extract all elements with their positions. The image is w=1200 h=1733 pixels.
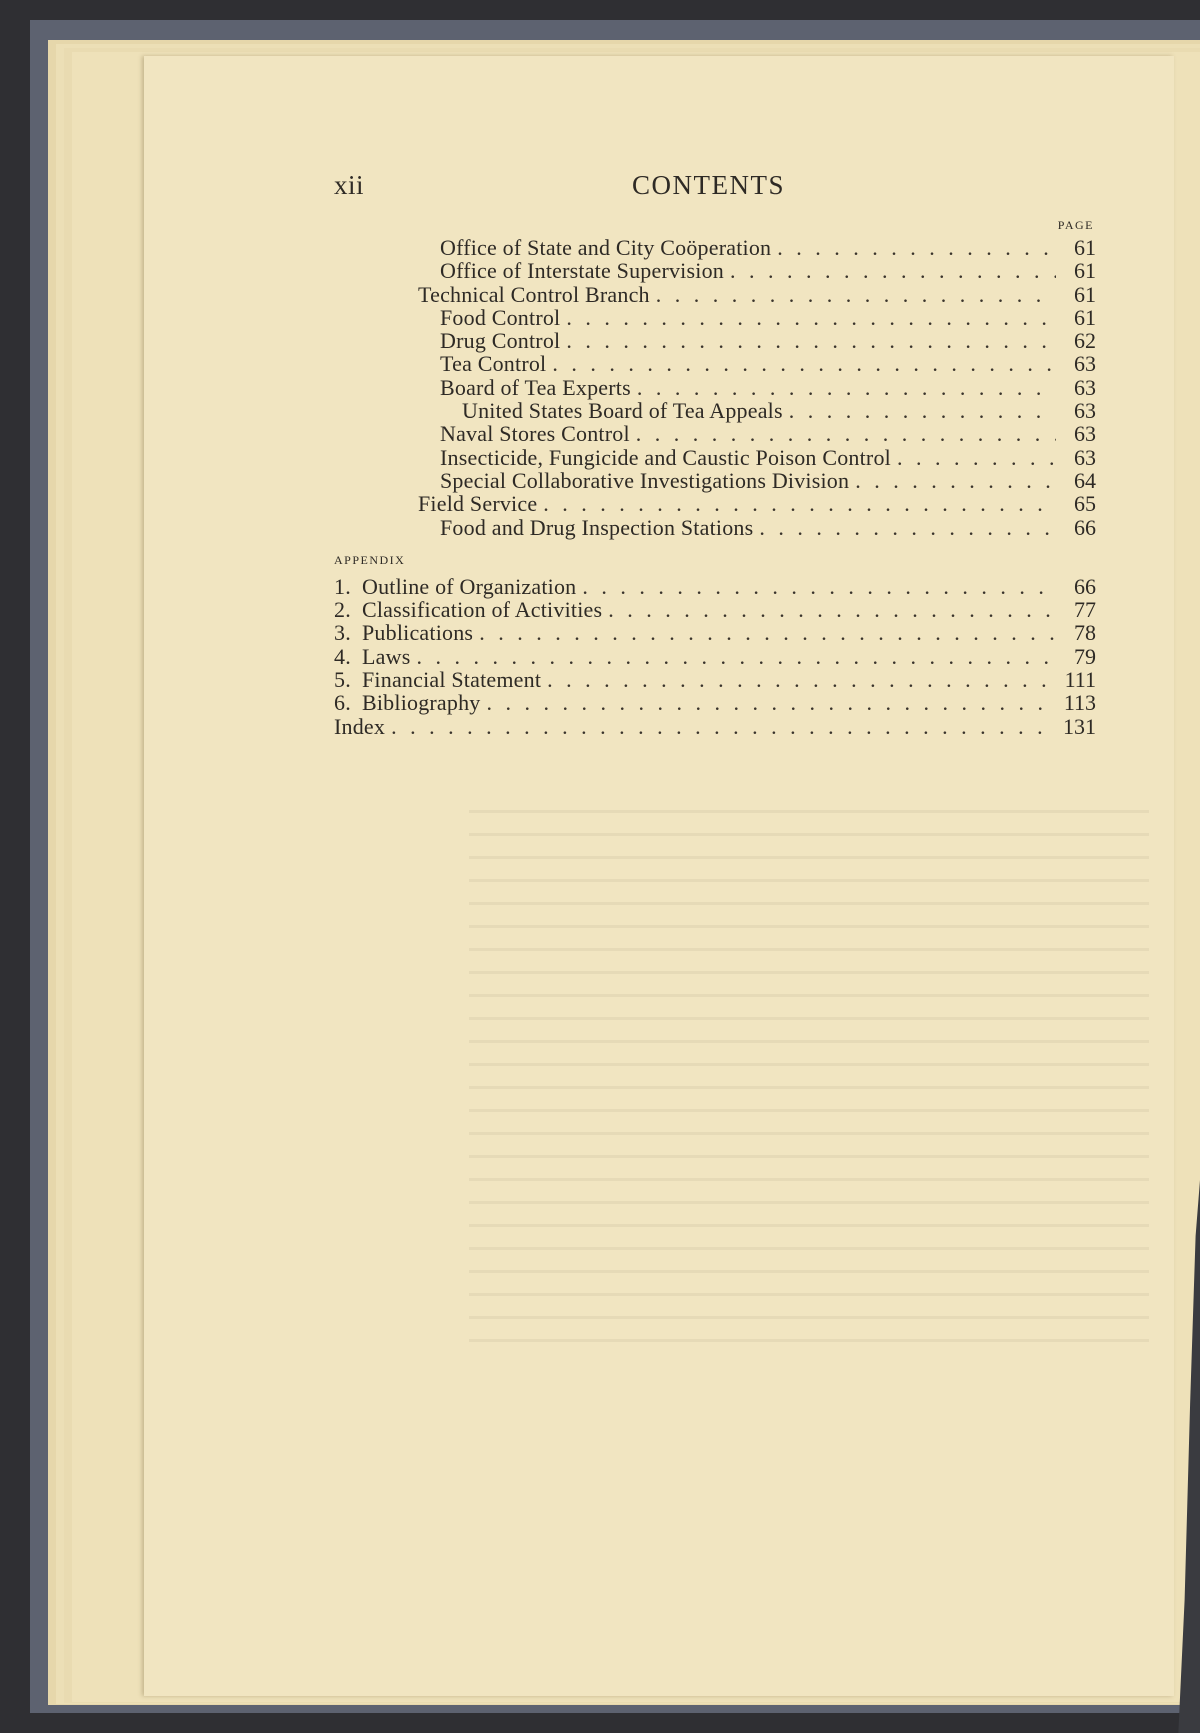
appendix-entries (334, 575, 1096, 738)
appendix-entry (334, 598, 1096, 621)
appendix-entry-page: 66 (1074, 573, 1096, 599)
dot-leader (608, 598, 1056, 621)
dot-leader (637, 376, 1056, 399)
dot-leader (479, 621, 1056, 644)
toc-entry-page: 61 (1074, 304, 1096, 330)
toc-entry (334, 283, 1096, 306)
toc-entry-label: Special Collaborative Investigations Division (440, 467, 850, 493)
appendix-entry-page: 77 (1074, 597, 1096, 623)
reverse-side-show-through (469, 796, 1149, 1356)
toc-entry (334, 469, 1096, 492)
appendix-entry-page: 79 (1074, 643, 1096, 669)
toc-entry-label: Office of State and City Coöperation (440, 235, 772, 260)
appendix-entry-page: 111 (1064, 667, 1096, 693)
appendix-entry-label: Financial Statement (362, 667, 542, 693)
toc-entry (334, 516, 1096, 539)
toc-entry (334, 306, 1096, 329)
appendix-entry-label: Publications (362, 620, 474, 646)
appendix-entry-page: 113 (1063, 690, 1096, 716)
toc-entry-page: 61 (1074, 281, 1096, 307)
dot-leader (566, 306, 1056, 329)
dot-leader (656, 283, 1056, 306)
toc-entry-page: 61 (1074, 235, 1096, 260)
toc-entry-label: Drug Control (440, 328, 561, 354)
dot-leader (636, 422, 1056, 445)
appendix-entry-label: Laws (362, 643, 411, 669)
running-head (334, 170, 1094, 210)
appendix-entry-number: 2. (334, 597, 351, 623)
dot-leader (543, 492, 1056, 515)
dot-leader (855, 469, 1056, 492)
toc-entry (334, 259, 1096, 282)
toc-entry-label: Tea Control (440, 351, 547, 377)
toc-entry (334, 422, 1096, 445)
toc-entry (334, 399, 1096, 422)
dot-leader (730, 259, 1056, 282)
dot-leader (487, 691, 1056, 714)
dot-leader (566, 329, 1056, 352)
appendix-entry-number: 1. (334, 573, 351, 599)
toc-entry (334, 446, 1096, 469)
toc-entry-page: 61 (1074, 258, 1096, 284)
appendix-entry-number: 3. (334, 620, 351, 646)
toc-entry-label: Office of Interstate Supervision (440, 258, 724, 284)
toc-entry (334, 236, 1096, 259)
toc-entry-label: Food and Drug Inspection Stations (440, 514, 754, 540)
dot-leader (391, 715, 1056, 738)
appendix-entry-page: 78 (1074, 620, 1096, 646)
table-of-contents (334, 218, 1096, 738)
page-column-label: PAGE (1057, 218, 1094, 232)
contents-entries (334, 236, 1096, 539)
appendix-entry (334, 621, 1096, 644)
appendix-entry (334, 668, 1096, 691)
dot-leader (759, 516, 1056, 539)
dot-leader (897, 446, 1056, 469)
toc-entry-page: 66 (1074, 514, 1096, 540)
page-title: CONTENTS (632, 170, 785, 200)
toc-entry (334, 492, 1096, 515)
dot-leader (582, 575, 1056, 598)
index-entry-label: Index (334, 713, 386, 739)
toc-entry-page: 63 (1074, 351, 1096, 377)
toc-entry (334, 352, 1096, 375)
appendix-entry (334, 691, 1096, 714)
toc-entry-page: 64 (1074, 467, 1096, 493)
appendix-entry (334, 575, 1096, 598)
appendix-entry-label: Classification of Activities (362, 597, 603, 623)
dot-leader (789, 399, 1056, 422)
toc-entry-label: Naval Stores Control (440, 421, 630, 447)
toc-entry (334, 329, 1096, 352)
toc-entry-label: Board of Tea Experts (440, 374, 631, 400)
dot-leader (547, 668, 1056, 691)
dot-leader (552, 352, 1056, 375)
index-entry-page: 131 (1063, 713, 1096, 739)
dot-leader (777, 236, 1056, 259)
appendix-entry-number: 4. (334, 643, 351, 669)
toc-entry-label: Insecticide, Fungicide and Caustic Poison Control (440, 444, 891, 470)
appendix-entry-label: Bibliography (362, 690, 481, 716)
toc-entry-page: 63 (1074, 421, 1096, 447)
appendix-entry-label: Outline of Organization (362, 573, 577, 599)
toc-entry-page: 65 (1074, 491, 1096, 517)
toc-entry-page: 63 (1074, 398, 1096, 424)
appendix-entry-number: 5. (334, 667, 351, 693)
toc-entry-page: 62 (1074, 328, 1096, 354)
appendix-heading: APPENDIX (334, 552, 406, 567)
toc-entry-page: 63 (1074, 374, 1096, 400)
appendix-entry (334, 645, 1096, 668)
toc-entry-page: 63 (1074, 444, 1096, 470)
index-entry (334, 715, 1096, 738)
toc-entry-label: Field Service (418, 491, 538, 517)
toc-entry-label: Food Control (440, 304, 561, 330)
toc-entry (334, 376, 1096, 399)
page-number: xii (334, 170, 365, 200)
appendix-entry-number: 6. (334, 690, 351, 716)
toc-entry-label: United States Board of Tea Appeals (462, 398, 783, 424)
toc-entry-label: Technical Control Branch (418, 281, 650, 307)
dot-leader (416, 645, 1056, 668)
